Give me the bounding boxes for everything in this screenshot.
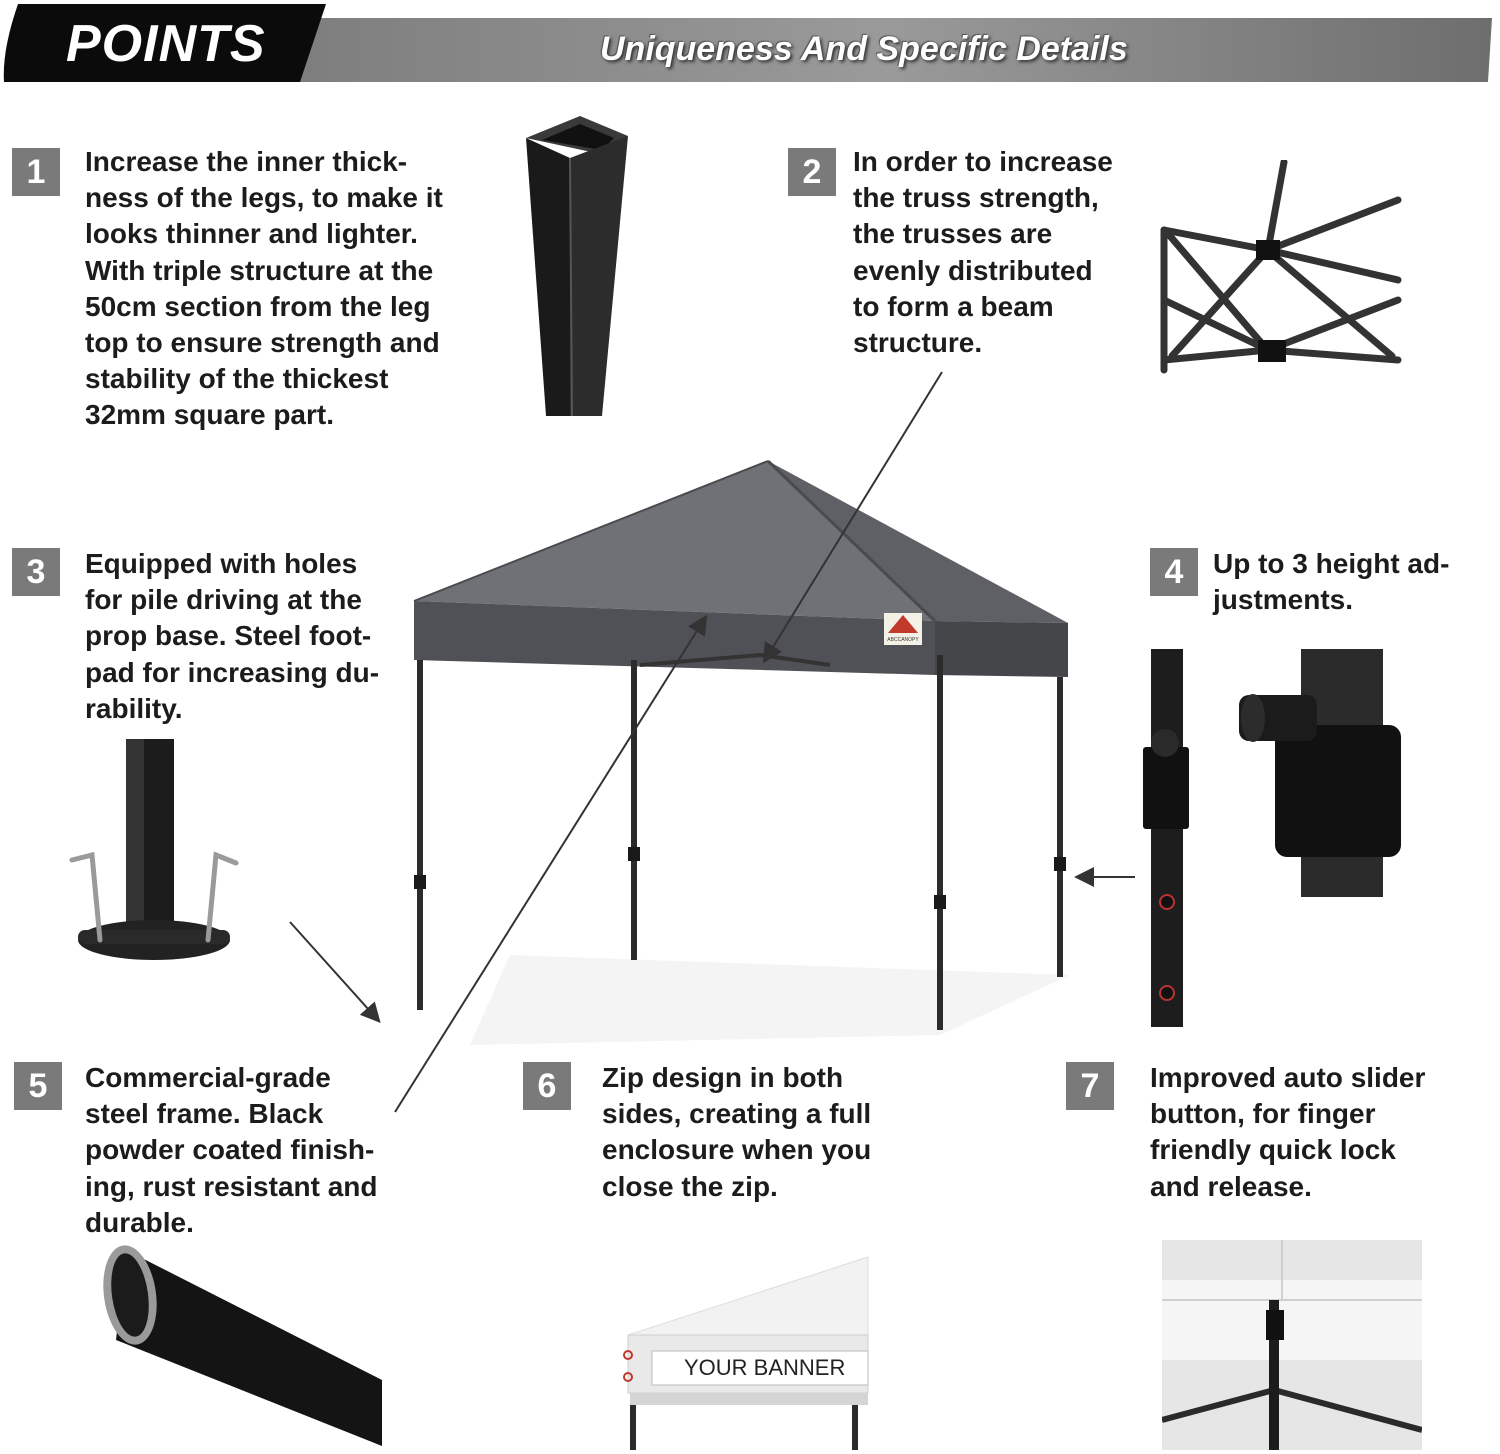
point-4-badge: 4 bbox=[1150, 548, 1198, 596]
point-6-text: Zip design in both sides, creating a full enclosure when you close the zip. bbox=[602, 1062, 872, 1202]
point-2-text: In order to increase the truss strength, the trusses are evenly distributed to form a beam structure. bbox=[853, 146, 1113, 359]
point-3-badge: 3 bbox=[12, 548, 60, 596]
point-7-badge: 7 bbox=[1066, 1062, 1114, 1110]
point-1-badge: 1 bbox=[12, 148, 60, 196]
point-2-badge: 2 bbox=[788, 148, 836, 196]
point-4-text: Up to 3 height ad- justments. bbox=[1213, 548, 1450, 616]
point-5-text: Commercial-grade steel frame. Black powder coated finish- ing, rust resistant and durable. bbox=[85, 1062, 378, 1238]
brand-label: ABCCANOPY bbox=[887, 637, 919, 643]
point-7-text: Improved auto slider button, for finger friendly quick lock and release. bbox=[1150, 1062, 1426, 1202]
point-6-badge: 6 bbox=[523, 1062, 571, 1110]
point-1-text: Increase the inner thick- ness of the legs, to make it looks thinner and lighter. With triple structure at the 50cm section from the leg top to ensure strength and stability of the thickest 32mm square part. bbox=[85, 146, 443, 431]
banner-text: YOUR BANNER bbox=[684, 1355, 846, 1380]
point-5-badge: 5 bbox=[14, 1062, 62, 1110]
header-title: POINTS bbox=[66, 15, 266, 73]
header-subtitle: Uniqueness And Specific Details bbox=[600, 30, 1128, 68]
point-3-text: Equipped with holes for pile driving at the prop base. Steel foot- pad for increasing du- rability. bbox=[85, 548, 380, 724]
